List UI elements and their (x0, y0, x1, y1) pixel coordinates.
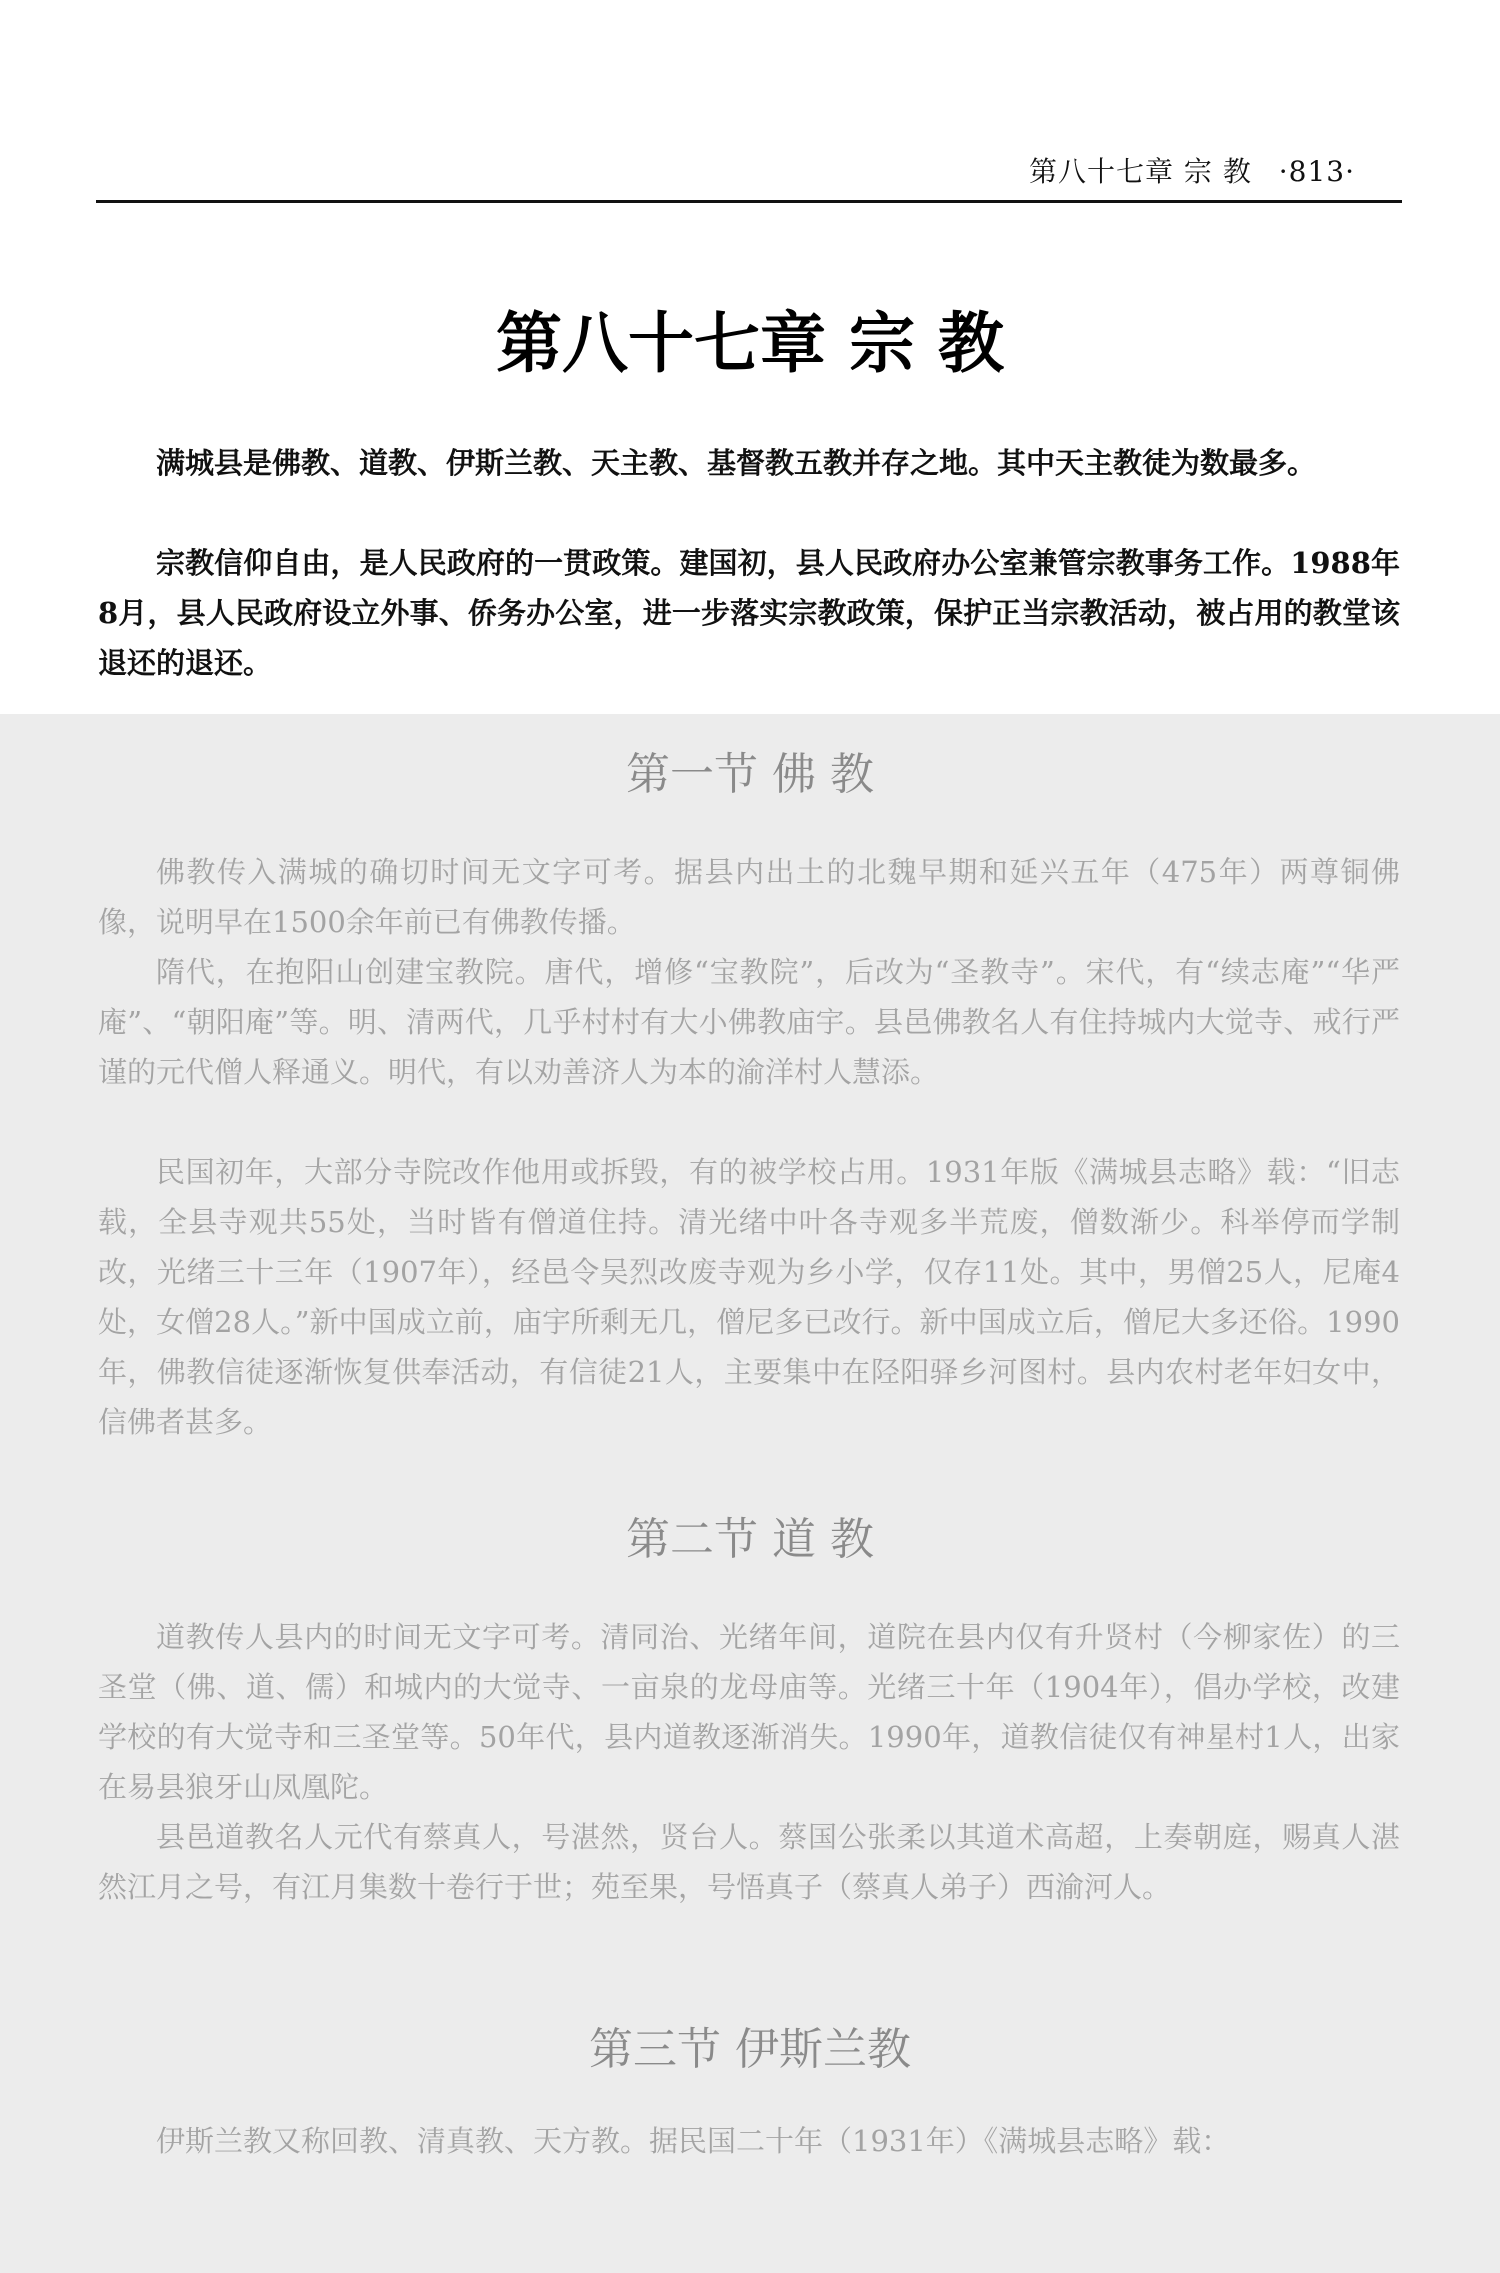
header-rule (96, 200, 1402, 203)
buddhism-paragraph-1: 佛教传入满城的确切时间无文字可考。据县内出土的北魏早期和延兴五年（475年）两尊铜佛像，说明早在1500余年前已有佛教传播。 (98, 855, 1400, 939)
islam-paragraph-1: 伊斯兰教又称回教、清真教、天方教。据民国二十年（1931年）《满城县志略》载： (156, 2124, 1231, 2158)
chapter-title: 第八十七章 宗 教 (496, 305, 1004, 382)
section-title-taoism: 第二节 道 教 (626, 1514, 874, 1565)
buddhism-paragraph-3: 民国初年，大部分寺院改作他用或拆毁，有的被学校占用。1931年版《满城县志略》载：“旧志载，全县寺观共55处，当时皆有僧道住持。清光绪中叶各寺观多半荒废，僧数渐少。科举停而学制改，光绪三十三年（1907年），经邑令吴烈改废寺观为乡小学，仅存11处。其中，男僧25人，尼庵4处，女僧28人。”新中国成立前，庙宇所剩无几，僧尼多已改行。新中国成立后，僧尼大多还俗。1990年，佛教信徒逐渐恢复供奉活动，有信徒21人，主要集中在陉阳驿乡河图村。县内农村老年妇女中，信佛者甚多。 (98, 1155, 1400, 1439)
page-number: ·813· (1278, 155, 1355, 188)
taoism-paragraph-1: 道教传人县内的时间无文字可考。清同治、光绪年间，道院在县内仅有升贤村（今柳家佐）的三圣堂（佛、道、儒）和城内的大觉寺、一亩泉的龙母庙等。光绪三十年（1904年），倡办学校，改建学校的有大觉寺和三圣堂等。50年代，县内道教逐渐消失。1990年，道教信徒仅有神星村1人，出家在易县狼牙山凤凰陀。 (98, 1620, 1400, 1804)
running-header-chapter: 第八十七章 宗 教 (1029, 155, 1252, 188)
taoism-paragraph-2: 县邑道教名人元代有蔡真人，号湛然，贤台人。蔡国公张柔以其道术高超，上奏朝庭，赐真人湛然江月之号，有江月集数十卷行于世；苑至果，号悟真子（蔡真人弟子）西渝河人。 (98, 1820, 1400, 1904)
buddhism-paragraph-2: 隋代，在抱阳山创建宝教院。唐代，增修“宝教院”，后改为“圣教寺”。宋代，有“续志庵”“华严庵”、“朝阳庵”等。明、清两代，几乎村村有大小佛教庙宇。县邑佛教名人有住持城内大觉寺、戒行严谨的元代僧人释通义。明代，有以劝善济人为本的渝洋村人慧添。 (98, 955, 1400, 1089)
intro-paragraph-1: 满城县是佛教、道教、伊斯兰教、天主教、基督教五教并存之地。其中天主教徒为数最多。 (156, 446, 1317, 480)
intro-paragraph-2: 宗教信仰自由，是人民政府的一贯政策。建国初，县人民政府办公室兼管宗教事务工作。1988年8月，县人民政府设立外事、侨务办公室，进一步落实宗教政策，保护正当宗教活动，被占用的教堂该退还的退还。 (98, 546, 1400, 680)
section-title-buddhism: 第一节 佛 教 (626, 749, 874, 800)
running-header (1029, 150, 1355, 190)
section-title-islam: 第三节 伊斯兰教 (589, 2024, 911, 2075)
